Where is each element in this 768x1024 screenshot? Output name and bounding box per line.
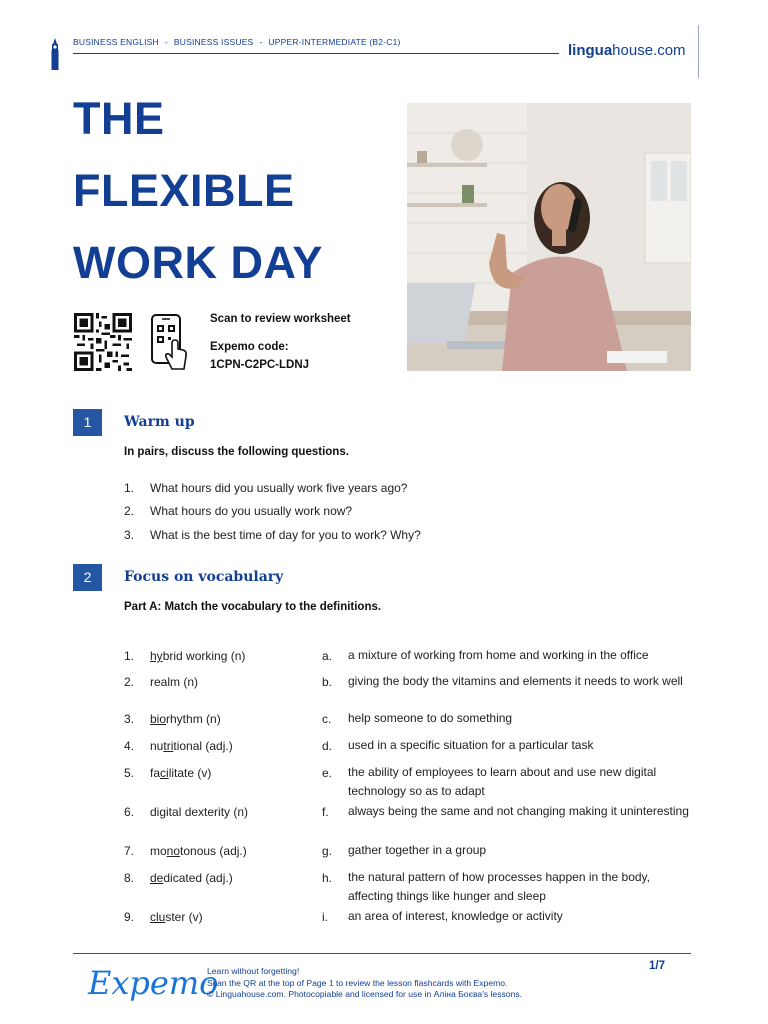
qr-code-icon xyxy=(73,313,133,371)
definition-letter: f. xyxy=(322,805,329,819)
definition-letter: c. xyxy=(322,712,332,726)
definition-text: the ability of employees to learn about and use new digital technology so as to adapt xyxy=(348,765,657,798)
expemo-code-label: Expemo code: xyxy=(210,341,289,353)
definition-letter: e. xyxy=(322,766,333,780)
title-line-2: FLEXIBLE xyxy=(73,165,295,216)
definition-text: an area of interest, knowledge or activity xyxy=(348,909,563,923)
definition-text: help someone to do something xyxy=(348,711,513,725)
vocab-term: 5. facilitate (v) xyxy=(124,766,212,780)
section-2-title: Focus on vocabulary xyxy=(124,569,284,585)
breadcrumb-level-grade: UPPER-INTERMEDIATE (B2-C1) xyxy=(268,37,401,47)
header-divider xyxy=(73,53,559,54)
breadcrumb: BUSINESS ENGLISH - BUSINESS ISSUES - UPPER-INTERMEDIATE (B2-C1) xyxy=(73,37,401,47)
definition-text: used in a specific situation for a particular task xyxy=(348,738,594,752)
vocab-term: 4. nutritional (adj.) xyxy=(124,739,233,753)
page-number: 1/7 xyxy=(649,960,665,972)
definition-text: the natural pattern of how processes happen in the body, affecting things like hunger and sleep xyxy=(348,870,650,903)
linguahouse-logo: linguahouse.com xyxy=(568,42,686,59)
footer-note: Learn without forgetting! Scan the QR at the top of Page 1 to review the lesson flashcards with Expemo. © Linguahouse.com. Photocopiable and licensed for use in Аліна Боєва's lessons. xyxy=(207,966,523,999)
section-1-number: 1 xyxy=(73,409,102,436)
vocab-term: 7. monotonous (adj.) xyxy=(124,844,247,858)
breadcrumb-level: BUSINESS ENGLISH xyxy=(73,37,159,47)
title-line-3: WORK DAY xyxy=(73,237,323,288)
definition-text: giving the body the vitamins and elements it needs to work well xyxy=(348,674,683,688)
vocab-term: 2. realm (n) xyxy=(124,675,199,689)
big-ben-icon xyxy=(49,38,61,70)
vocab-term: 1. hybrid working (n) xyxy=(124,649,246,663)
phone-scan-icon xyxy=(150,313,190,371)
vocab-term: 6. digital dexterity (n) xyxy=(124,805,249,819)
expemo-code-value: 1CPN-C2PC-LDNJ xyxy=(210,359,310,371)
definition-letter: d. xyxy=(322,739,333,753)
header-vertical-rule xyxy=(698,25,699,78)
vocab-term: 9. cluster (v) xyxy=(124,910,203,924)
definition-letter: i. xyxy=(322,910,328,924)
definition-letter: a. xyxy=(322,649,333,663)
definition-text: a mixture of working from home and working in the office xyxy=(348,648,649,662)
woman-on-phone-photo xyxy=(407,103,691,371)
breadcrumb-category: BUSINESS ISSUES xyxy=(173,37,254,47)
footer-divider xyxy=(73,953,691,954)
vocab-term: 3. biorhythm (n) xyxy=(124,712,221,726)
scan-label: Scan to review worksheet xyxy=(210,313,351,325)
definition-letter: b. xyxy=(322,675,333,689)
question-3: 3. What is the best time of day for you to work? Why? xyxy=(124,528,421,542)
section-1-instruction: In pairs, discuss the following questions. xyxy=(124,446,349,458)
question-1: 1. What hours did you usually work five years ago? xyxy=(124,481,408,495)
expemo-logo: Expemo xyxy=(88,964,219,1002)
section-2-number: 2 xyxy=(73,564,102,591)
definition-text: gather together in a group xyxy=(348,843,487,857)
definition-text: always being the same and not changing making it uninteresting xyxy=(348,804,689,818)
section-1-title: Warm up xyxy=(124,414,195,430)
vocab-term: 8. dedicated (adj.) xyxy=(124,871,233,885)
question-2: 2. What hours do you usually work now? xyxy=(124,504,353,518)
section-2-instruction: Part A: Match the vocabulary to the definitions. xyxy=(124,601,382,613)
definition-letter: h. xyxy=(322,871,333,885)
title-line-1: THE xyxy=(73,93,165,144)
definition-letter: g. xyxy=(322,844,333,858)
